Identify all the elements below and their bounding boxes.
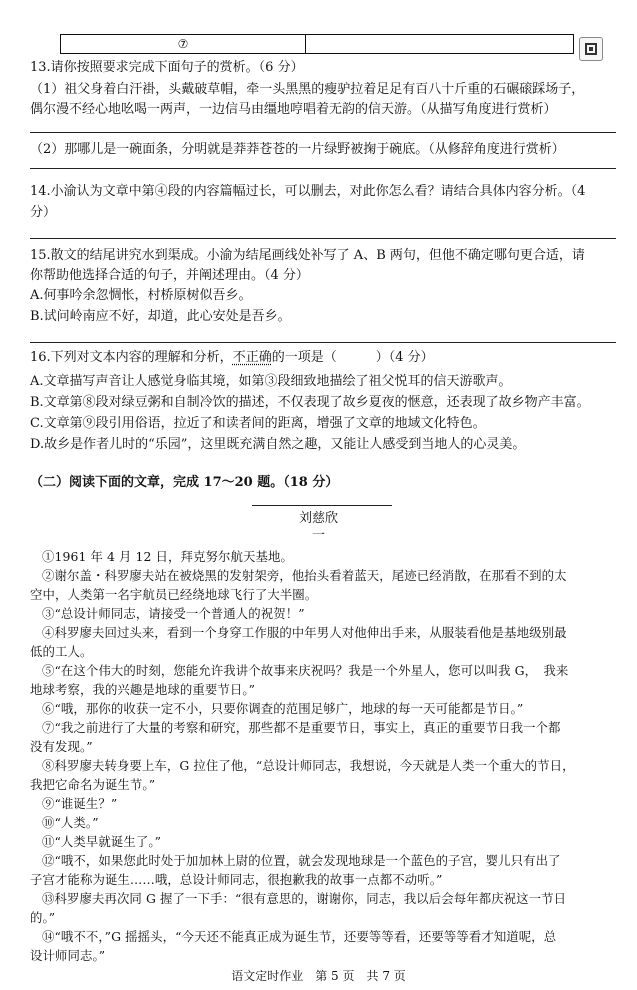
q16-option-c: C.文章第⑨段引用俗语，拉近了和读者间的距离，增强了文章的地域文化特色。: [30, 416, 486, 431]
passage-line: ⑦“我之前进行了大量的考察和研究，那些都不是重要节日，事实上，真正的重要节日我一个都: [42, 720, 561, 735]
q16-stem-emphasis: 不正确: [232, 350, 272, 365]
q14-line2: 分）: [30, 205, 57, 220]
q15-option-b: B.试问岭南应不好，却道，此心安处是吾乡。: [30, 309, 291, 324]
passage-line: 设计师同志。”: [30, 948, 106, 963]
passage-line: ⑥“哦，那你的收获一定不小，只要你调查的范围足够广，地球的每一天可能都是节日。”: [42, 701, 524, 716]
passage-line: 低的工人。: [30, 644, 93, 659]
passage-line: ④科罗廖夫回过头来，看到一个身穿工作服的中年男人对他伸出手来，从服装看他是基地级别最: [42, 625, 567, 640]
q15-line2: 你帮助他选择合适的句子，并阐述理由。（4 分）: [30, 268, 309, 283]
q16-option-d: D.故乡是作者儿时的“乐园”，这里既充满自然之趣，又能让人感受到当地人的心灵美。: [30, 437, 526, 452]
qr-code-icon[interactable]: [579, 37, 603, 61]
passage-line: ⑤“在这个伟大的时刻，您能允许我讲个故事来庆祝吗？我是一个外星人，您可以叫我 G， 我来: [42, 663, 569, 678]
passage-line: ①1961 年 4 月 12 日，拜克努尔航天基地。: [42, 549, 293, 564]
q16-option-a: A.文章描写声音让人感觉身临其境，如第③段细致地描绘了祖父悦耳的信天游歌声。: [30, 374, 512, 389]
passage-line: ⑨“谁诞生？”: [42, 796, 118, 811]
q16-option-b: B.文章第⑧段对绿豆粥和自制冷饮的描述，不仅表现了故乡夏夜的惬意，还表现了故乡物产丰富。: [30, 395, 590, 410]
passage-line: 子宫才能称为诞生……哦，总设计师同志，很抱歉我的故事一点都不动听。”: [30, 872, 443, 887]
passage-line: 没有发现。”: [30, 739, 93, 754]
table-row: [61, 35, 574, 54]
passage-line: ⑬科罗廖夫再次同 G 握了一下手：“很有意思的，谢谢你，同志，我以后会每年都庆祝这一节日: [42, 891, 567, 906]
passage-line: ⑩“人类。”: [42, 815, 99, 830]
answer-line[interactable]: [30, 132, 616, 133]
table-cell: [306, 35, 574, 54]
q16-stem: [30, 350, 434, 366]
q15-option-a: A.何事吟余忽惆怅，村桥原树似吾乡。: [30, 288, 252, 303]
q15-line1: 15.散文的结尾讲究水到渠成。小渝为结尾画线处补写了 A、B 两句，但他不确定哪句更合适，请: [30, 248, 585, 263]
passage-line: ②谢尔盖・科罗廖夫站在被烧黑的发射架旁，他抬头看着蓝天，尾迹已经消散，在那看不到的太: [42, 568, 567, 583]
passage-line: ③“总设计师同志，请接受一个普通人的祝贺！”: [42, 606, 305, 621]
passage-line: ⑧科罗廖夫转身要上车，G 拉住了他，“总设计师同志，我想说，今天就是人类一个重大的节日，: [42, 758, 575, 773]
section-heading: （二）阅读下面的文章，完成 17～20 题。（18 分）: [30, 475, 339, 490]
answer-table: [60, 34, 574, 54]
answer-line[interactable]: [30, 342, 616, 343]
passage-line: ⑫“哦不，如果您此时处于加加林上尉的位置，就会发现地球是一个蓝色的子宫，婴儿只有出了: [42, 853, 561, 868]
q13-item2: （2）那哪儿是一碗面条，分明就是莽莽苍苍的一片绿野被掬于碗底。（从修辞角度进行赏析）: [30, 142, 565, 157]
answer-line[interactable]: [30, 168, 616, 169]
part-number: 一: [311, 528, 325, 543]
page-footer: 语文定时作业 第 5 页 共 7 页: [231, 969, 406, 983]
answer-line[interactable]: [30, 238, 616, 239]
q13-title: 13.请你按照要求完成下面句子的赏析。（6 分）: [30, 60, 304, 75]
passage-line: ⑪“人类早就诞生了。”: [42, 834, 162, 849]
passage-line: ⑭“哦不不，”G 摇摇头，“今天还不能真正成为诞生节，还要等等看，还要等等看才知道呢，总: [42, 929, 557, 944]
title-blank-line: [252, 505, 392, 506]
q13-item1-line2: 偶尔漫不经心地吆喝一两声，一边信马由缰地哼唱着无韵的信天游。（从描写角度进行赏析）: [30, 102, 557, 117]
table-cell: ⑦: [61, 35, 306, 54]
q13-item1-line1: （1）祖父身着白汗褂，头戴破草帽，牵一头黑黑的瘦驴拉着足足有百八十斤重的石碾磙踩场子，: [30, 82, 585, 97]
passage-line: 我把它命名为诞生节。”: [30, 777, 156, 792]
q16-stem-post: 的一项是（ ）（4 分）: [271, 350, 434, 365]
q14-line1: 14.小渝认为文章中第④段的内容篇幅过长，可以删去，对此你怎么看？请结合具体内容分析。（4: [30, 184, 586, 199]
passage-line: 空中，人类第一名宇航员已经绕地球飞行了大半圈。: [30, 587, 318, 602]
author-name: 刘慈欣: [298, 511, 338, 526]
q16-stem-pre: 16.下列对文本内容的理解和分析，: [30, 350, 233, 365]
passage-line: 地球考察，我的兴趣是地球的重要节日。”: [30, 682, 256, 697]
passage-line: 的。”: [30, 910, 56, 925]
